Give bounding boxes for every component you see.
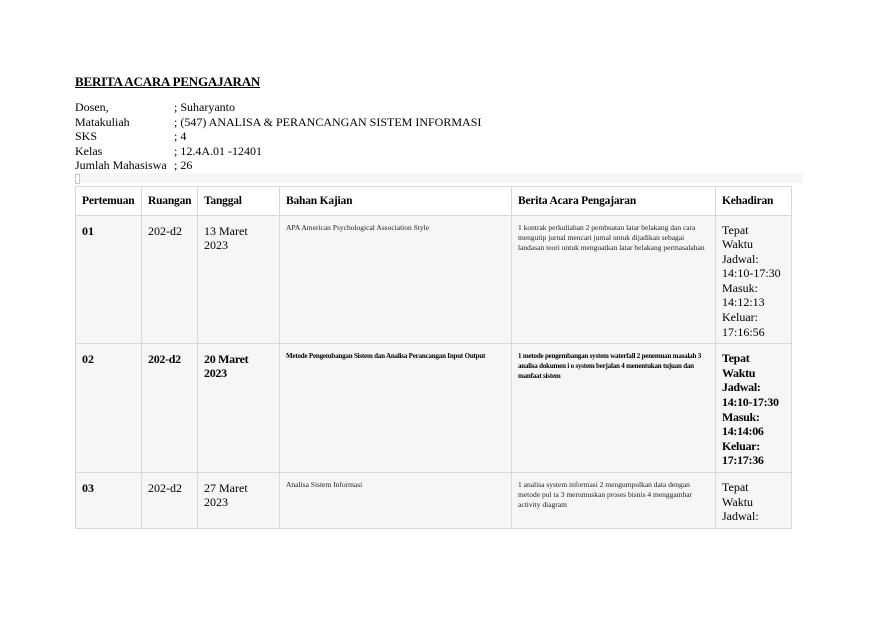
attendance-line: Tepat (722, 480, 749, 494)
attendance-line: Masuk: (722, 280, 758, 295)
cell-ruangan: 202-d2 (142, 473, 198, 529)
info-row-jumlah-mahasiswa (75, 158, 805, 173)
info-row-sks (75, 129, 805, 144)
info-value: ; 4 (174, 129, 187, 143)
attendance-line: 17:16:56 (722, 324, 765, 339)
info-row-dosen (75, 100, 805, 115)
info-label: SKS (75, 129, 98, 143)
info-value: ; (547) ANALISA & PERANCANGAN SISTEM INFORMASI (174, 114, 482, 129)
cell-tanggal: 13 Maret 2023 (198, 215, 280, 344)
info-label: Matakuliah (75, 114, 130, 129)
cell-ruangan: 202-d2 (142, 344, 198, 473)
page-title: BERITA ACARA PENGAJARAN (75, 74, 261, 89)
cell-bahan-kajian: APA American Psychological Association Style (280, 215, 512, 344)
cell-bahan-kajian: Analisa Sistem Informasi (280, 473, 512, 529)
info-value: ; 26 (174, 158, 193, 172)
attendance-line: 14:14:06 (722, 424, 764, 439)
table-row (76, 473, 792, 529)
attendance-line: Jadwal: (722, 380, 761, 395)
separator-bar (75, 173, 803, 183)
column-header-ruangan: Ruangan (142, 186, 198, 215)
cell-pertemuan: 03 (76, 473, 142, 529)
attendance-line: Waktu (722, 494, 754, 509)
info-label: Kelas (75, 143, 103, 158)
cell-bahan-kajian: Metode Pengembangan Sistem dan Analisa Perancangan Input Output (280, 344, 512, 473)
cell-kehadiran (716, 473, 792, 529)
info-value: ; Suharyanto (174, 100, 235, 114)
attendance-line: Waktu (722, 237, 754, 252)
attendance-line: Tepat (722, 222, 749, 237)
teaching-record-table (75, 186, 792, 529)
column-header-berita-acara: Berita Acara Pengajaran (512, 186, 716, 215)
cell-kehadiran (716, 215, 792, 344)
document (75, 74, 805, 529)
cell-pertemuan: 02 (76, 344, 142, 473)
cell-berita-acara: 1 analisa system informasi 2 mengumpulkan data dengan metode pul ta 3 merumuskan proses bisnis 4 menggambar activity diagram (512, 473, 716, 529)
table-header-row (76, 186, 792, 215)
attendance-line: Jadwal: (722, 251, 759, 266)
column-header-pertemuan: Pertemuan (76, 186, 142, 215)
attendance-line: Keluar: (722, 310, 758, 325)
cell-tanggal: 20 Maret 2023 (198, 344, 280, 473)
column-header-tanggal: Tanggal (198, 186, 280, 215)
cell-pertemuan: 01 (76, 215, 142, 344)
info-label: Jumlah Mahasiswa (75, 158, 167, 172)
attendance-line: 17:17:36 (722, 453, 764, 468)
info-label: Dosen, (75, 100, 109, 114)
attendance-line: 14:10-17:30 (722, 395, 779, 410)
attendance-line: 14:10-17:30 (722, 266, 781, 281)
attendance-line: Masuk: (722, 409, 760, 424)
cell-ruangan: 202-d2 (142, 215, 198, 344)
attendance-line: Waktu (722, 365, 756, 380)
course-info (75, 100, 805, 173)
attendance-line: 14:12:13 (722, 295, 765, 310)
info-row-kelas (75, 144, 805, 159)
attendance-line: Keluar: (722, 438, 760, 453)
attendance-line: Jadwal: (722, 509, 759, 524)
column-header-kehadiran: Kehadiran (716, 186, 792, 215)
column-header-bahan-kajian: Bahan Kajian (280, 186, 512, 215)
cell-berita-acara: 1 kontrak perkuliahan 2 pembuatan latar belakang dan cara mengutip jurnal mencari jurnal untuk dijadikan sebagai landasan teori untuk menguatkan latar belakang permasalahan (512, 215, 716, 344)
cell-berita-acara: 1 metode pengembangan system waterfall 2 penemuan masalah 3 analisa dokumen i o system berjalan 4 menentukan tujuan dan manfaat sistem (512, 344, 716, 473)
table-row (76, 344, 792, 473)
cell-kehadiran (716, 344, 792, 473)
table-row (76, 215, 792, 344)
text-cursor-icon (75, 174, 80, 184)
info-value: ; 12.4A.01 -12401 (174, 143, 262, 158)
cell-tanggal: 27 Maret 2023 (198, 473, 280, 529)
attendance-line: Tepat (722, 351, 750, 366)
info-row-matakuliah (75, 115, 805, 130)
